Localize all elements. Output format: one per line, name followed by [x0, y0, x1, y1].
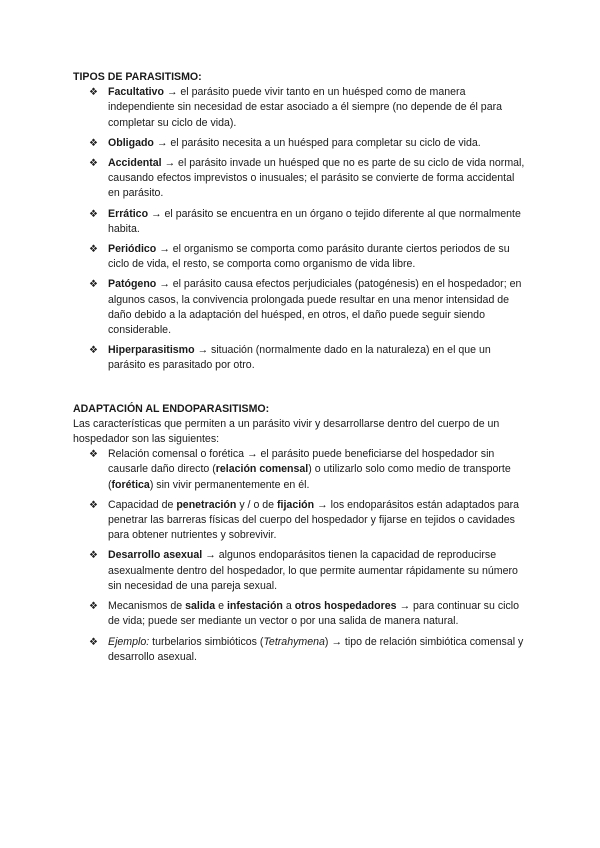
term-label: Errático — [108, 207, 149, 220]
term-label: Hiperparasitismo — [108, 344, 195, 357]
term-label: Patógeno — [108, 278, 157, 291]
diamond-bullet-icon: ❖ — [89, 601, 98, 613]
text-run: y / o de — [236, 498, 278, 511]
text-run: a — [282, 600, 295, 613]
text-run: → para continuar su ciclo de vida; puede ser mediante un vector o por una salida de manera natural. — [108, 600, 520, 628]
section-title-adaptacion: ADAPTACIÓN AL ENDOPARASITISMO: — [73, 402, 270, 415]
term-label: Obligado — [108, 136, 154, 149]
document-page — [73, 70, 528, 670]
text-run: ) sin vivir permanentemente en él. — [149, 478, 310, 491]
list-item — [89, 136, 528, 151]
list-item — [89, 599, 528, 629]
list-item — [89, 207, 528, 237]
list-item — [89, 85, 528, 131]
term-label: Facultativo — [108, 86, 164, 99]
bold-term: Desarrollo asexual — [108, 549, 203, 562]
list-item — [89, 548, 528, 594]
diamond-bullet-icon: ❖ — [89, 499, 98, 511]
text-run: ) → tipo de relación simbiótica comensal y desarrollo asexual. — [108, 635, 524, 663]
definition-text: → situación (normalmente dado en la naturaleza) en el que un parásito es parasitado por otro. — [108, 344, 491, 372]
text-run: Capacidad de — [108, 498, 177, 511]
list-item — [89, 635, 528, 665]
bold-term: relación comensal — [215, 463, 309, 476]
definition-text: → el parásito necesita a un huésped para completar su ciclo de vida. — [153, 136, 481, 149]
diamond-bullet-icon: ❖ — [89, 345, 98, 357]
adaptacion-list — [73, 447, 528, 665]
list-item — [89, 343, 528, 373]
definition-text: → el parásito puede vivir tanto en un huésped como de manera independiente sin necesidad de estar asociado a él siempre (no depende de él para completar su ciclo de vida). — [108, 86, 503, 129]
diamond-bullet-icon: ❖ — [89, 636, 98, 648]
bold-term: infestación — [226, 600, 283, 613]
bold-term: penetración — [176, 498, 237, 511]
list-item — [89, 242, 528, 272]
definition-text: → el parásito se encuentra en un órgano o tejido diferente al que normalmente habita. — [108, 207, 521, 235]
section-spacer — [73, 379, 528, 402]
bold-term: salida — [185, 600, 216, 613]
diamond-bullet-icon: ❖ — [89, 137, 98, 149]
text-run: → los endoparásitos están adaptados para penetrar las barreras físicas del cuerpo del hospedador y fijarse en tejidos o cavidades para obtener nutrientes y sobrevivir. — [108, 498, 520, 542]
text-run: e — [215, 600, 227, 613]
bold-term: otros hospedadores — [294, 600, 397, 613]
diamond-bullet-icon: ❖ — [89, 449, 98, 461]
diamond-bullet-icon: ❖ — [89, 158, 98, 170]
list-item — [89, 277, 528, 338]
list-item — [89, 156, 528, 202]
definition-text: → el parásito invade un huésped que no es parte de su ciclo de vida normal, causando efectos imprevistos o inusuales; el parásito se convierte de forma accidental en parásito. — [108, 157, 525, 200]
italic-text: Ejemplo: — [108, 635, 150, 648]
diamond-bullet-icon: ❖ — [89, 208, 98, 220]
list-item — [89, 447, 528, 493]
italic-text: Tetrahymena — [263, 635, 325, 648]
definition-text: → el organismo se comporta como parásito durante ciertos periodos de su ciclo de vida, el resto, se comporta como organismo de vida libre. — [108, 243, 510, 271]
bold-term: forética — [111, 478, 150, 491]
section-intro: Las características que permiten a un parásito vivir y desarrollarse dentro del cuerpo de un hospedador son las siguientes: — [73, 417, 500, 446]
diamond-bullet-icon: ❖ — [89, 279, 98, 291]
text-run: → algunos endoparásitos tienen la capacidad de reproducirse asexualmente dentro del hospedador, lo que permite aumentar rápidamente su número sin necesidad de una pareja sexual. — [108, 549, 518, 592]
section-title-tipos: TIPOS DE PARASITISMO: — [73, 71, 202, 83]
term-label: Periódico — [108, 243, 157, 256]
definition-text: → el parásito causa efectos perjudiciales (patogénesis) en el hospedador; en algunos casos, la convivencia prolongada puede resultar en una menor intensidad de daño debido a la adaptación del huésped, en otros, el daño puede seguir siendo considerable. — [108, 278, 522, 337]
text-run: Relación comensal o forética → el parásito puede beneficiarse del hospedador sin causarle daño directo ( — [108, 448, 495, 476]
diamond-bullet-icon: ❖ — [89, 87, 98, 99]
list-item — [89, 498, 528, 544]
bold-term: fijación — [277, 498, 315, 511]
diamond-bullet-icon: ❖ — [89, 244, 98, 256]
text-run: ) o utilizarlo solo como medio de transporte ( — [108, 463, 511, 491]
diamond-bullet-icon: ❖ — [89, 550, 98, 562]
text-run: Mecanismos de — [108, 600, 186, 613]
term-label: Accidental — [108, 157, 162, 170]
tipos-list — [73, 85, 528, 373]
text-run: turbelarios simbióticos ( — [149, 635, 264, 648]
